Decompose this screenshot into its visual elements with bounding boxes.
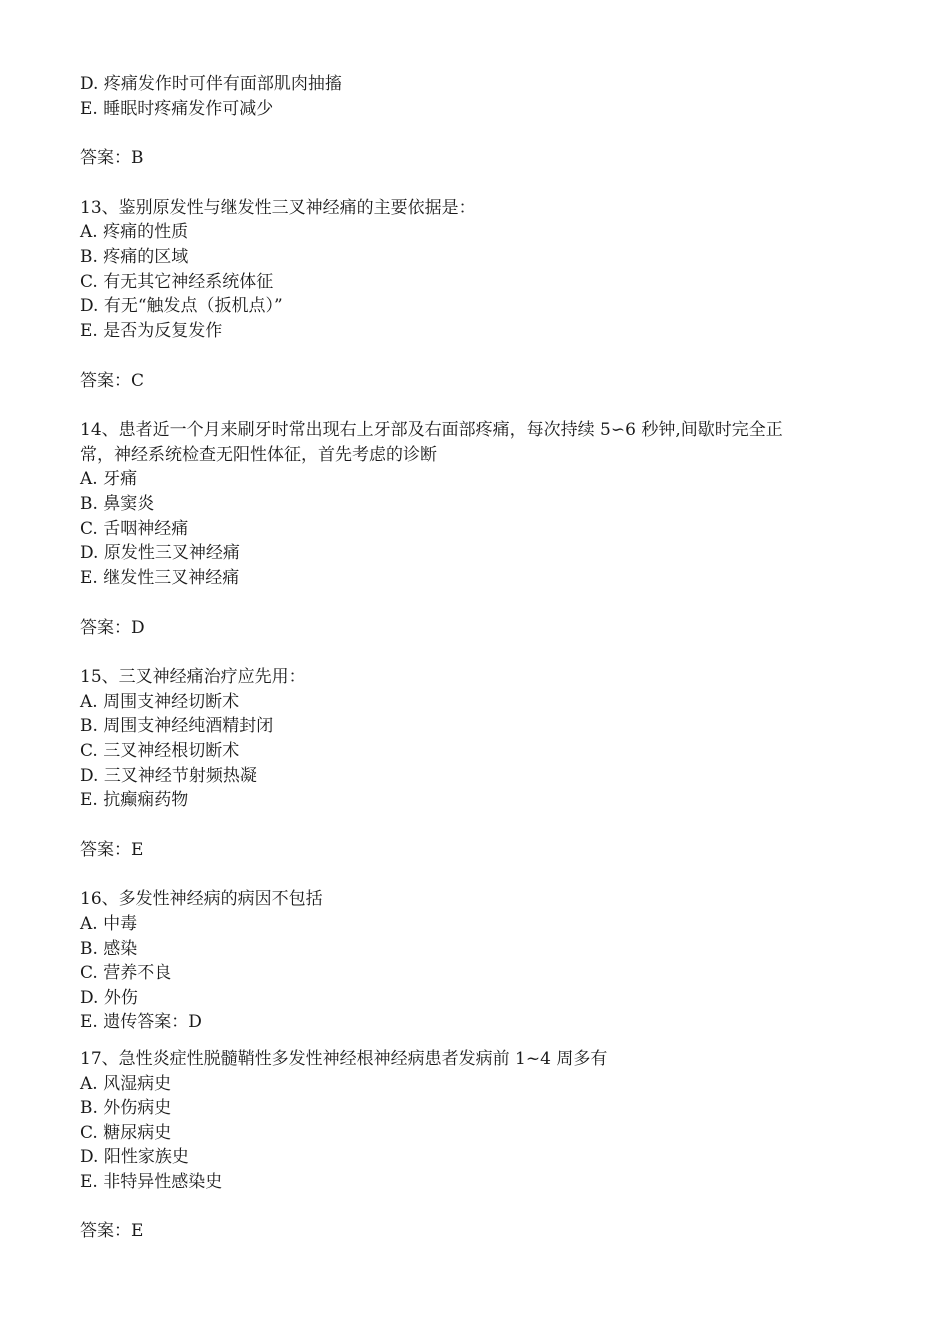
- answer-14: 答案：D: [80, 618, 145, 638]
- option-15-d: D. 三叉神经节射频热凝: [80, 766, 257, 786]
- option-13-e: E. 是否为反复发作: [80, 321, 223, 341]
- option-13-d: D. 有无“触发点（扳机点）”: [80, 296, 283, 316]
- option-16-b: B. 感染: [80, 939, 138, 959]
- question-14-line-2: 常，神经系统检查无阳性体征，首先考虑的诊断: [80, 445, 437, 465]
- option-17-a: A. 风湿病史: [80, 1074, 172, 1094]
- option-13-a: A. 疼痛的性质: [80, 222, 189, 242]
- answer-17: 答案：E: [80, 1221, 144, 1241]
- question-17: 17、急性炎症性脱髓鞘性多发性神经根神经病患者发病前 1~4 周多有: [80, 1049, 608, 1069]
- option-14-a: A. 牙痛: [80, 469, 138, 489]
- option-17-e: E. 非特异性感染史: [80, 1172, 223, 1192]
- option-17-b: B. 外伤病史: [80, 1098, 172, 1118]
- question-13: 13、鉴别原发性与继发性三叉神经痛的主要依据是：: [80, 198, 476, 218]
- option-17-c: C. 糖尿病史: [80, 1123, 172, 1143]
- option-13-c: C. 有无其它神经系统体征: [80, 272, 274, 292]
- option-14-c: C. 舌咽神经痛: [80, 519, 189, 539]
- option-15-a: A. 周围支神经切断术: [80, 692, 240, 712]
- option-12-e: E. 睡眠时疼痛发作可减少: [80, 99, 274, 119]
- option-12-d: D. 疼痛发作时可伴有面部肌肉抽搐: [80, 74, 342, 94]
- option-16-a: A. 中毒: [80, 914, 138, 934]
- question-16: 16、多发性神经病的病因不包括: [80, 889, 323, 909]
- option-13-b: B. 疼痛的区域: [80, 247, 189, 267]
- option-14-d: D. 原发性三叉神经痛: [80, 543, 240, 563]
- answer-12: 答案：B: [80, 148, 144, 168]
- option-17-d: D. 阳性家族史: [80, 1147, 189, 1167]
- option-16-e-answer: E. 遗传答案：D: [80, 1012, 202, 1032]
- option-15-b: B. 周围支神经纯酒精封闭: [80, 716, 274, 736]
- option-15-c: C. 三叉神经根切断术: [80, 741, 240, 761]
- option-14-b: B. 鼻窦炎: [80, 494, 155, 514]
- question-15: 15、三叉神经痛治疗应先用：: [80, 667, 306, 687]
- question-14-line-1: 14、患者近一个月来刷牙时常出现右上牙部及右面部疼痛，每次持续 5∽6 秒钟,间歇时完全正: [80, 420, 783, 440]
- answer-13: 答案：C: [80, 371, 145, 391]
- option-16-c: C. 营养不良: [80, 963, 172, 983]
- option-14-e: E. 继发性三叉神经痛: [80, 568, 240, 588]
- option-15-e: E. 抗癫痫药物: [80, 790, 189, 810]
- option-16-d: D. 外伤: [80, 988, 138, 1008]
- answer-15: 答案：E: [80, 840, 144, 860]
